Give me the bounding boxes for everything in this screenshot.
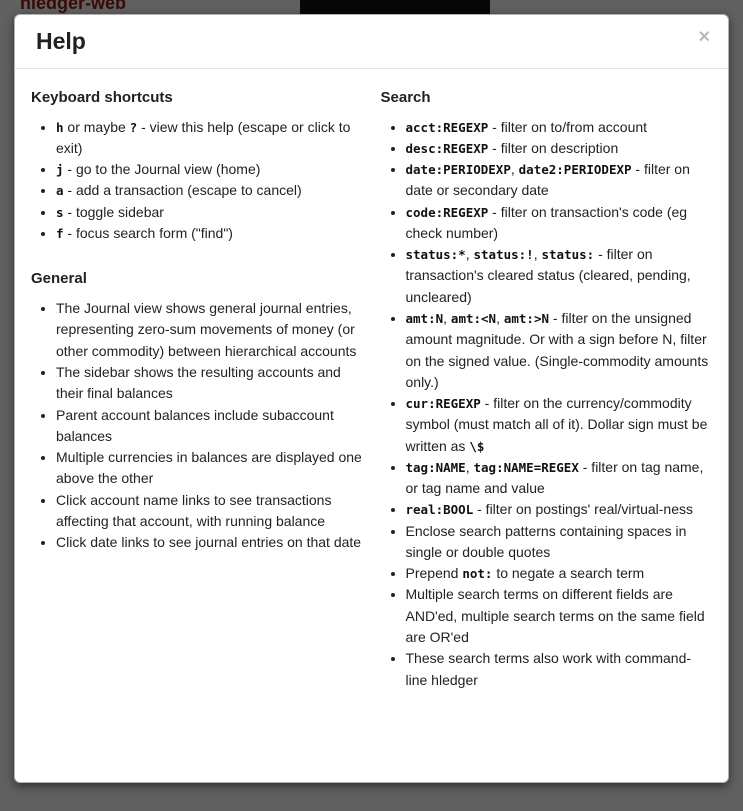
code-token: desc:REGEXP — [405, 140, 489, 156]
code-token: tag:NAME — [405, 459, 466, 475]
list-item: • These search terms also work with command-line hledger — [406, 648, 713, 691]
column-right — [372, 73, 722, 700]
code-token: not: — [462, 566, 493, 582]
list-item: • a - add a transaction (escape to cancel) — [56, 180, 363, 201]
code-token: a — [56, 183, 64, 199]
list-item: • acct:REGEXP - filter on to/from account — [406, 117, 713, 138]
code-token: ? — [129, 119, 138, 135]
shortcuts-list — [31, 117, 363, 245]
code-token: f — [56, 225, 64, 241]
list-item: • amt:N, amt:<N, amt:>N - filter on the unsigned amount magnitude. Or with a sign before N, filter on the signed value. (Single-commodity amounts only.) — [406, 308, 713, 393]
help-modal — [14, 14, 729, 783]
list-item: • s - toggle sidebar — [56, 202, 363, 223]
code-token: amt:>N — [503, 310, 550, 326]
code-token: amt:<N — [450, 310, 497, 326]
general-list — [31, 298, 363, 553]
code-token: amt:N — [405, 310, 444, 326]
code-token: status: — [541, 247, 595, 263]
list-item: • Prepend not: to negate a search term — [406, 563, 713, 584]
code-token: date:PERIODEXP — [405, 162, 511, 178]
modal-title: Help — [36, 28, 86, 54]
list-item: • real:BOOL - filter on postings' real/virtual-ness — [406, 499, 713, 520]
modal-body — [15, 69, 728, 720]
code-token: acct:REGEXP — [405, 119, 489, 135]
list-item: • tag:NAME, tag:NAME=REGEX - filter on tag name, or tag name and value — [406, 457, 713, 500]
list-item: • desc:REGEXP - filter on description — [406, 138, 713, 159]
list-item: • cur:REGEXP - filter on the currency/commodity symbol (must match all of it). Dollar sign must be written as \$ — [406, 393, 713, 457]
list-item: • Click account name links to see transactions affecting that account, with running balance — [56, 490, 363, 533]
shortcuts-heading: Keyboard shortcuts — [31, 88, 173, 106]
list-item: • f - focus search form ("find") — [56, 223, 363, 244]
search-list — [381, 117, 713, 691]
list-item: • The sidebar shows the resulting accounts and their final balances — [56, 362, 363, 405]
list-item: • Click date links to see journal entries on that date — [56, 532, 363, 553]
modal-header — [15, 15, 728, 69]
code-token: j — [56, 162, 64, 178]
general-heading: General — [31, 270, 87, 288]
list-item: • Parent account balances include subaccount balances — [56, 405, 363, 448]
list-item: • Multiple currencies in balances are displayed one above the other — [56, 447, 363, 490]
list-item: • status:*, status:!, status: - filter on transaction's cleared status (cleared, pending, uncleared) — [406, 244, 713, 308]
code-token: real:BOOL — [405, 502, 474, 518]
list-item: • date:PERIODEXP, date2:PERIODEXP - filter on date or secondary date — [406, 159, 713, 202]
list-item: • Enclose search patterns containing spaces in single or double quotes — [406, 521, 713, 564]
code-token: status:* — [405, 247, 466, 263]
code-token: h — [56, 119, 64, 135]
list-item: • j - go to the Journal view (home) — [56, 159, 363, 180]
list-item: • Multiple search terms on different fields are AND'ed, multiple search terms on the same field are OR'ed — [406, 584, 713, 648]
code-token: cur:REGEXP — [405, 396, 481, 412]
search-heading: Search — [380, 88, 431, 106]
column-left — [22, 73, 372, 700]
code-token: status:! — [473, 247, 534, 263]
list-item: • code:REGEXP - filter on transaction's code (eg check number) — [406, 202, 713, 245]
list-item: • h or maybe ? - view this help (escape or click to exit) — [56, 117, 363, 160]
list-item: • The Journal view shows general journal entries, representing zero-sum movements of money (or other commodity) between hierarchical accounts — [56, 298, 363, 362]
code-token: s — [56, 204, 64, 220]
code-token: \$ — [469, 438, 485, 454]
code-token: tag:NAME=REGEX — [473, 459, 579, 475]
close-button[interactable]: × — [694, 25, 714, 49]
code-token: code:REGEXP — [405, 204, 489, 220]
code-token: date2:PERIODEXP — [518, 162, 632, 178]
